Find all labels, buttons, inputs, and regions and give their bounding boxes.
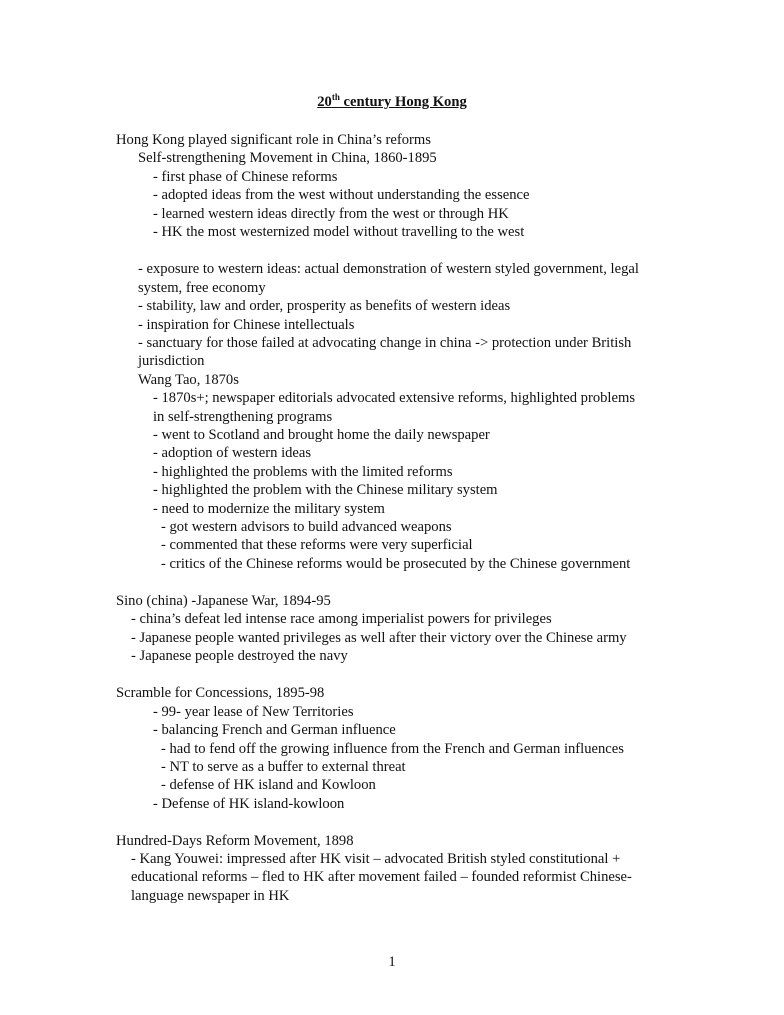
bullet-line: - sanctuary for those failed at advocating change in china -> protection under British (138, 335, 632, 351)
bullet-line: - Defense of HK island-kowloon (153, 796, 345, 812)
bullet-line: - inspiration for Chinese intellectuals (138, 317, 355, 333)
bullet-line: - 1870s+; newspaper editorials advocated extensive reforms, highlighted problems (153, 390, 635, 406)
bullet-continuation: jurisdiction (138, 353, 205, 369)
sub-bullet-line: - commented that these reforms were very superficial (161, 537, 473, 553)
bullet-line: - went to Scotland and brought home the daily newspaper (153, 427, 490, 443)
bullet-continuation: language newspaper in HK (131, 888, 290, 904)
section-heading-hundred-days-reform: Hundred-Days Reform Movement, 1898 (116, 833, 354, 849)
sub-bullet-line: - defense of HK island and Kowloon (161, 777, 376, 793)
bullet-line: - balancing French and German influence (153, 722, 396, 738)
section-heading-scramble-for-concessions: Scramble for Concessions, 1895-98 (116, 685, 325, 701)
bullet-line: - learned western ideas directly from the west or through HK (153, 206, 509, 222)
bullet-line: - exposure to western ideas: actual demonstration of western styled government, legal (138, 261, 639, 277)
bullet-line: - HK the most westernized model without travelling to the west (153, 224, 525, 240)
bullet-line: - china’s defeat led intense race among imperialist powers for privileges (131, 611, 552, 627)
bullet-line: - Japanese people wanted privileges as well after their victory over the Chinese army (131, 630, 627, 646)
subheading-self-strengthening: Self-strengthening Movement in China, 1860-1895 (138, 150, 437, 166)
bullet-line: - adopted ideas from the west without understanding the essence (153, 187, 530, 203)
sub-bullet-line: - got western advisors to build advanced weapons (161, 519, 452, 535)
page-number: 1 (388, 954, 396, 970)
subheading-wang-tao: Wang Tao, 1870s (138, 372, 239, 388)
bullet-line: - Kang Youwei: impressed after HK visit – advocated British styled constitutional + (131, 851, 621, 867)
bullet-continuation: educational reforms – fled to HK after movement failed – founded reformist Chinese- (131, 869, 632, 885)
document-title (0, 93, 784, 111)
bullet-line: - first phase of Chinese reforms (153, 169, 338, 185)
bullet-line: - stability, law and order, prosperity as benefits of western ideas (138, 298, 511, 314)
bullet-line: - highlighted the problems with the limited reforms (153, 464, 453, 480)
sub-bullet-line: - had to fend off the growing influence from the French and German influences (161, 741, 624, 757)
title-superscript: th (331, 92, 340, 103)
section-heading-sino-japanese-war: Sino (china) -Japanese War, 1894-95 (116, 593, 331, 609)
bullet-line: - 99- year lease of New Territories (153, 704, 354, 720)
bullet-continuation: system, free economy (138, 280, 266, 296)
bullet-line: - highlighted the problem with the Chinese military system (153, 482, 498, 498)
title-suffix: century Hong Kong (339, 94, 467, 110)
bullet-line: - Japanese people destroyed the navy (131, 648, 348, 664)
bullet-continuation: in self-strengthening programs (153, 409, 333, 425)
title-prefix: 20 (317, 94, 332, 110)
bullet-line: - adoption of western ideas (153, 445, 312, 461)
bullet-line: - need to modernize the military system (153, 501, 385, 517)
sub-bullet-line: - critics of the Chinese reforms would be prosecuted by the Chinese government (161, 556, 631, 572)
section-heading-hk-reforms: Hong Kong played significant role in China’s reforms (116, 132, 431, 148)
sub-bullet-line: - NT to serve as a buffer to external threat (161, 759, 406, 775)
